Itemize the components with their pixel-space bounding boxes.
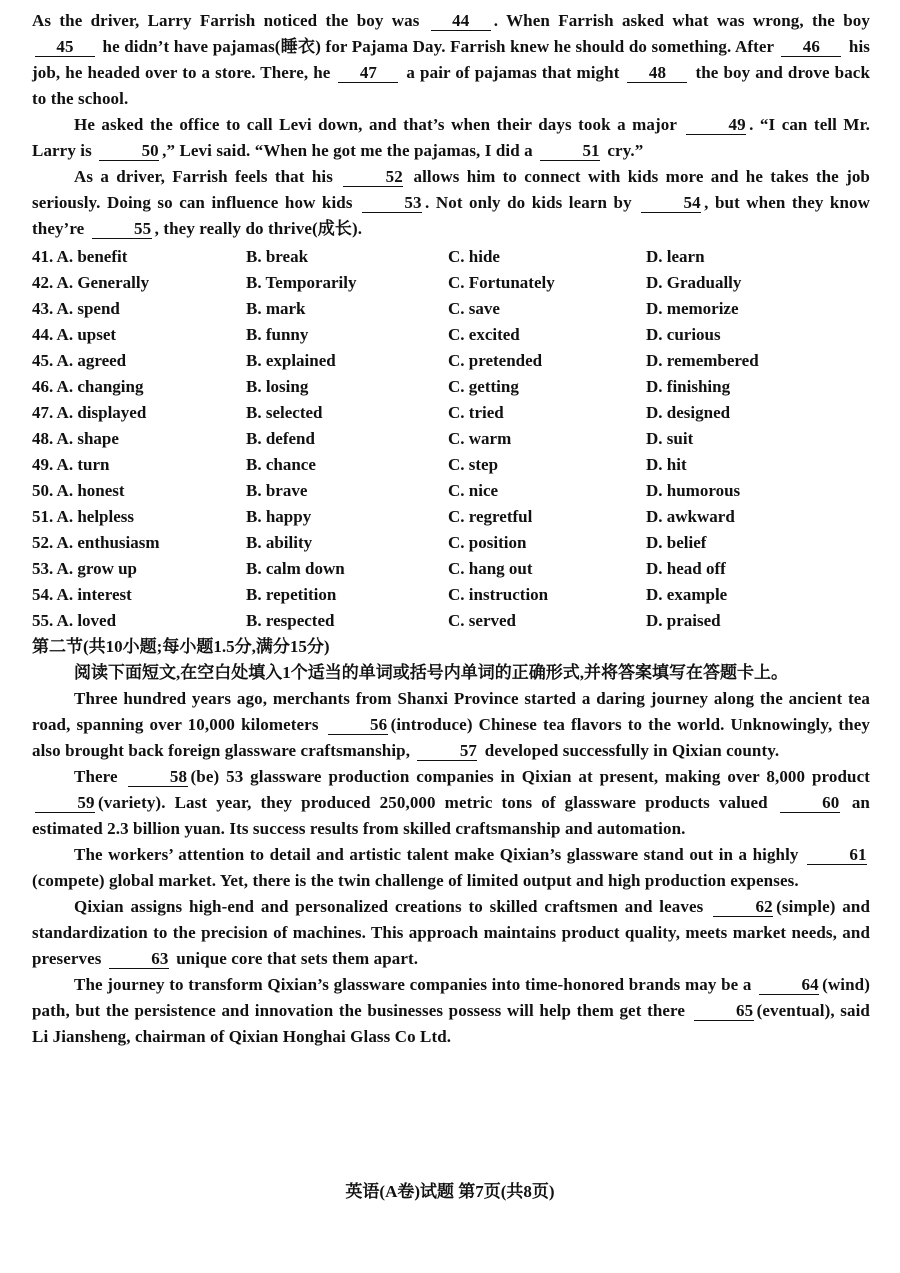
blank-47[interactable]: 47 [338, 64, 398, 83]
paragraph: Three hundred years ago, merchants from Shanxi Province started a daring journey along the ancient tea road, spanning over 10,000 kilometers 56 (introduce) Chinese tea flavors to the world. Unknowingly, they also brought back foreign glassware craftsmanship, 57 developed successfully in Qixian county. [32, 689, 870, 760]
blank-59[interactable]: 59 [35, 794, 95, 813]
option-d: D. Gradually [646, 273, 742, 292]
grammar-passage [32, 686, 870, 1050]
option-b: B. chance [246, 455, 316, 474]
option-d: D. belief [646, 533, 707, 552]
option-a: 43. A. spend [32, 299, 120, 318]
option-d: D. finishing [646, 377, 731, 396]
option-c: C. warm [448, 429, 512, 448]
blank-63[interactable]: 63 [109, 950, 169, 969]
option-d: D. awkward [646, 507, 735, 526]
option-d: D. hit [646, 455, 687, 474]
option-row [32, 296, 870, 322]
option-c: C. instruction [448, 585, 549, 604]
option-c: C. excited [448, 325, 520, 344]
paragraph: He asked the office to call Levi down, and that’s when their days took a major 49 . “I can tell Mr. Larry is 50 ,” Levi said. “When he got me the pajamas, I did a 51 cry.” [32, 115, 871, 160]
blank-64[interactable]: 64 [759, 976, 819, 995]
option-c: C. pretended [448, 351, 543, 370]
paragraph: Qixian assigns high-end and personalized creations to skilled craftsmen and leaves 62 (simple) and standardization to the precision of machines. This approach maintains product quality, meets market needs, and preserves 63 unique core that sets them apart. [32, 897, 870, 968]
option-c: C. served [448, 611, 516, 630]
option-a: 47. A. displayed [32, 403, 147, 422]
option-row [32, 244, 870, 270]
option-d: D. suit [646, 429, 694, 448]
option-row [32, 400, 870, 426]
option-d: D. praised [646, 611, 721, 630]
option-b: B. calm down [246, 559, 345, 578]
blank-53[interactable]: 53 [362, 194, 422, 213]
option-a: 52. A. enthusiasm [32, 533, 160, 552]
blank-52[interactable]: 52 [343, 168, 403, 187]
blank-49[interactable]: 49 [686, 116, 746, 135]
option-c: C. position [448, 533, 527, 552]
option-a: 45. A. agreed [32, 351, 127, 370]
option-d: D. curious [646, 325, 721, 344]
paragraph: As the driver, Larry Farrish noticed the boy was 44 . When Farrish asked what was wrong, the boy 45 he didn’t have pajamas(睡衣) for Pajama Day. Farrish knew he should do something. After 46 his job, he headed over to a store. There, he 47 a pair of pajamas that might 48 the boy and drove back to the school. [32, 11, 870, 108]
blank-62[interactable]: 62 [713, 898, 773, 917]
option-b: B. losing [246, 377, 309, 396]
option-b: B. selected [246, 403, 323, 422]
blank-58[interactable]: 58 [128, 768, 188, 787]
option-a: 55. A. loved [32, 611, 117, 630]
option-a: 50. A. honest [32, 481, 125, 500]
blank-44[interactable]: 44 [431, 12, 491, 31]
option-b: B. funny [246, 325, 309, 344]
option-a: 54. A. interest [32, 585, 132, 604]
option-row [32, 530, 870, 556]
paragraph: As a driver, Farrish feels that his 52 allows him to connect with kids more and he takes the job seriously. Doing so can influence how kids 53 . Not only do kids learn by 54 , but when they know they’re 55 , they really do thrive(成长). [32, 167, 870, 238]
blank-60[interactable]: 60 [780, 794, 840, 813]
option-c: C. tried [448, 403, 504, 422]
option-row [32, 582, 870, 608]
option-row [32, 374, 870, 400]
option-row [32, 478, 870, 504]
option-c: C. hang out [448, 559, 533, 578]
option-d: D. designed [646, 403, 731, 422]
blank-51[interactable]: 51 [540, 142, 600, 161]
option-b: B. repetition [246, 585, 337, 604]
option-b: B. ability [246, 533, 313, 552]
option-b: B. happy [246, 507, 312, 526]
paragraph: There 58 (be) 53 glassware production companies in Qixian at present, making over 8,000 product 59 (variety). Last year, they produced 250,000 metric tons of glassware products valued 60 an estimated 2.3 billion yuan. Its success results from skilled craftsmanship and automation. [32, 767, 870, 838]
option-row [32, 504, 870, 530]
option-row [32, 608, 870, 634]
option-d: D. humorous [646, 481, 741, 500]
blank-55[interactable]: 55 [92, 220, 152, 239]
option-c: C. getting [448, 377, 519, 396]
option-row [32, 348, 870, 374]
option-b: B. brave [246, 481, 308, 500]
page-footer: 英语(A卷)试题 第7页(共8页) [345, 1182, 555, 1201]
section-title: 第二节(共10小题;每小题1.5分,满分15分) [32, 637, 330, 656]
option-c: C. hide [448, 247, 500, 266]
blank-48[interactable]: 48 [627, 64, 687, 83]
option-d: D. head off [646, 559, 726, 578]
option-row [32, 426, 870, 452]
option-c: C. step [448, 455, 499, 474]
blank-54[interactable]: 54 [641, 194, 701, 213]
option-a: 48. A. shape [32, 429, 119, 448]
option-c: C. save [448, 299, 500, 318]
option-a: 42. A. Generally [32, 273, 150, 292]
option-a: 44. A. upset [32, 325, 117, 344]
blank-45[interactable]: 45 [35, 38, 95, 57]
option-row [32, 556, 870, 582]
blank-56[interactable]: 56 [328, 716, 388, 735]
option-b: B. respected [246, 611, 335, 630]
option-a: 49. A. turn [32, 455, 110, 474]
blank-46[interactable]: 46 [781, 38, 841, 57]
blank-65[interactable]: 65 [694, 1002, 754, 1021]
option-b: B. defend [246, 429, 315, 448]
option-b: B. mark [246, 299, 306, 318]
option-row [32, 452, 870, 478]
option-a: 41. A. benefit [32, 247, 128, 266]
option-c: C. nice [448, 481, 499, 500]
blank-50[interactable]: 50 [99, 142, 159, 161]
option-row [32, 322, 870, 348]
option-d: D. example [646, 585, 728, 604]
option-c: C. regretful [448, 507, 533, 526]
paragraph: The journey to transform Qixian’s glassware companies into time-honored brands may be a 64 (wind) path, but the persistence and innovation the businesses possess will help them get there 65 (eventual), said Li Jiansheng, chairman of Qixian Honghai Glass Co Ltd. [32, 975, 870, 1046]
option-b: B. Temporarily [246, 273, 357, 292]
option-row [32, 270, 870, 296]
options-table [32, 244, 870, 634]
option-b: B. break [246, 247, 309, 266]
paragraph: The workers’ attention to detail and artistic talent make Qixian’s glassware stand out in a highly 61(compete) global market. Yet, there is the twin challenge of limited output and high production expenses. [32, 845, 867, 890]
option-d: D. memorize [646, 299, 739, 318]
option-b: B. explained [246, 351, 336, 370]
option-d: D. remembered [646, 351, 759, 370]
option-c: C. Fortunately [448, 273, 555, 292]
section-instruction: 阅读下面短文,在空白处填入1个适当的单词或括号内单词的正确形式,并将答案填写在答题卡上。 [74, 663, 788, 682]
blank-57[interactable]: 57 [417, 742, 477, 761]
option-a: 51. A. helpless [32, 507, 135, 526]
option-a: 53. A. grow up [32, 559, 138, 578]
option-d: D. learn [646, 247, 705, 266]
cloze-passage [32, 8, 870, 242]
blank-61[interactable]: 61 [807, 846, 867, 865]
option-a: 46. A. changing [32, 377, 144, 396]
